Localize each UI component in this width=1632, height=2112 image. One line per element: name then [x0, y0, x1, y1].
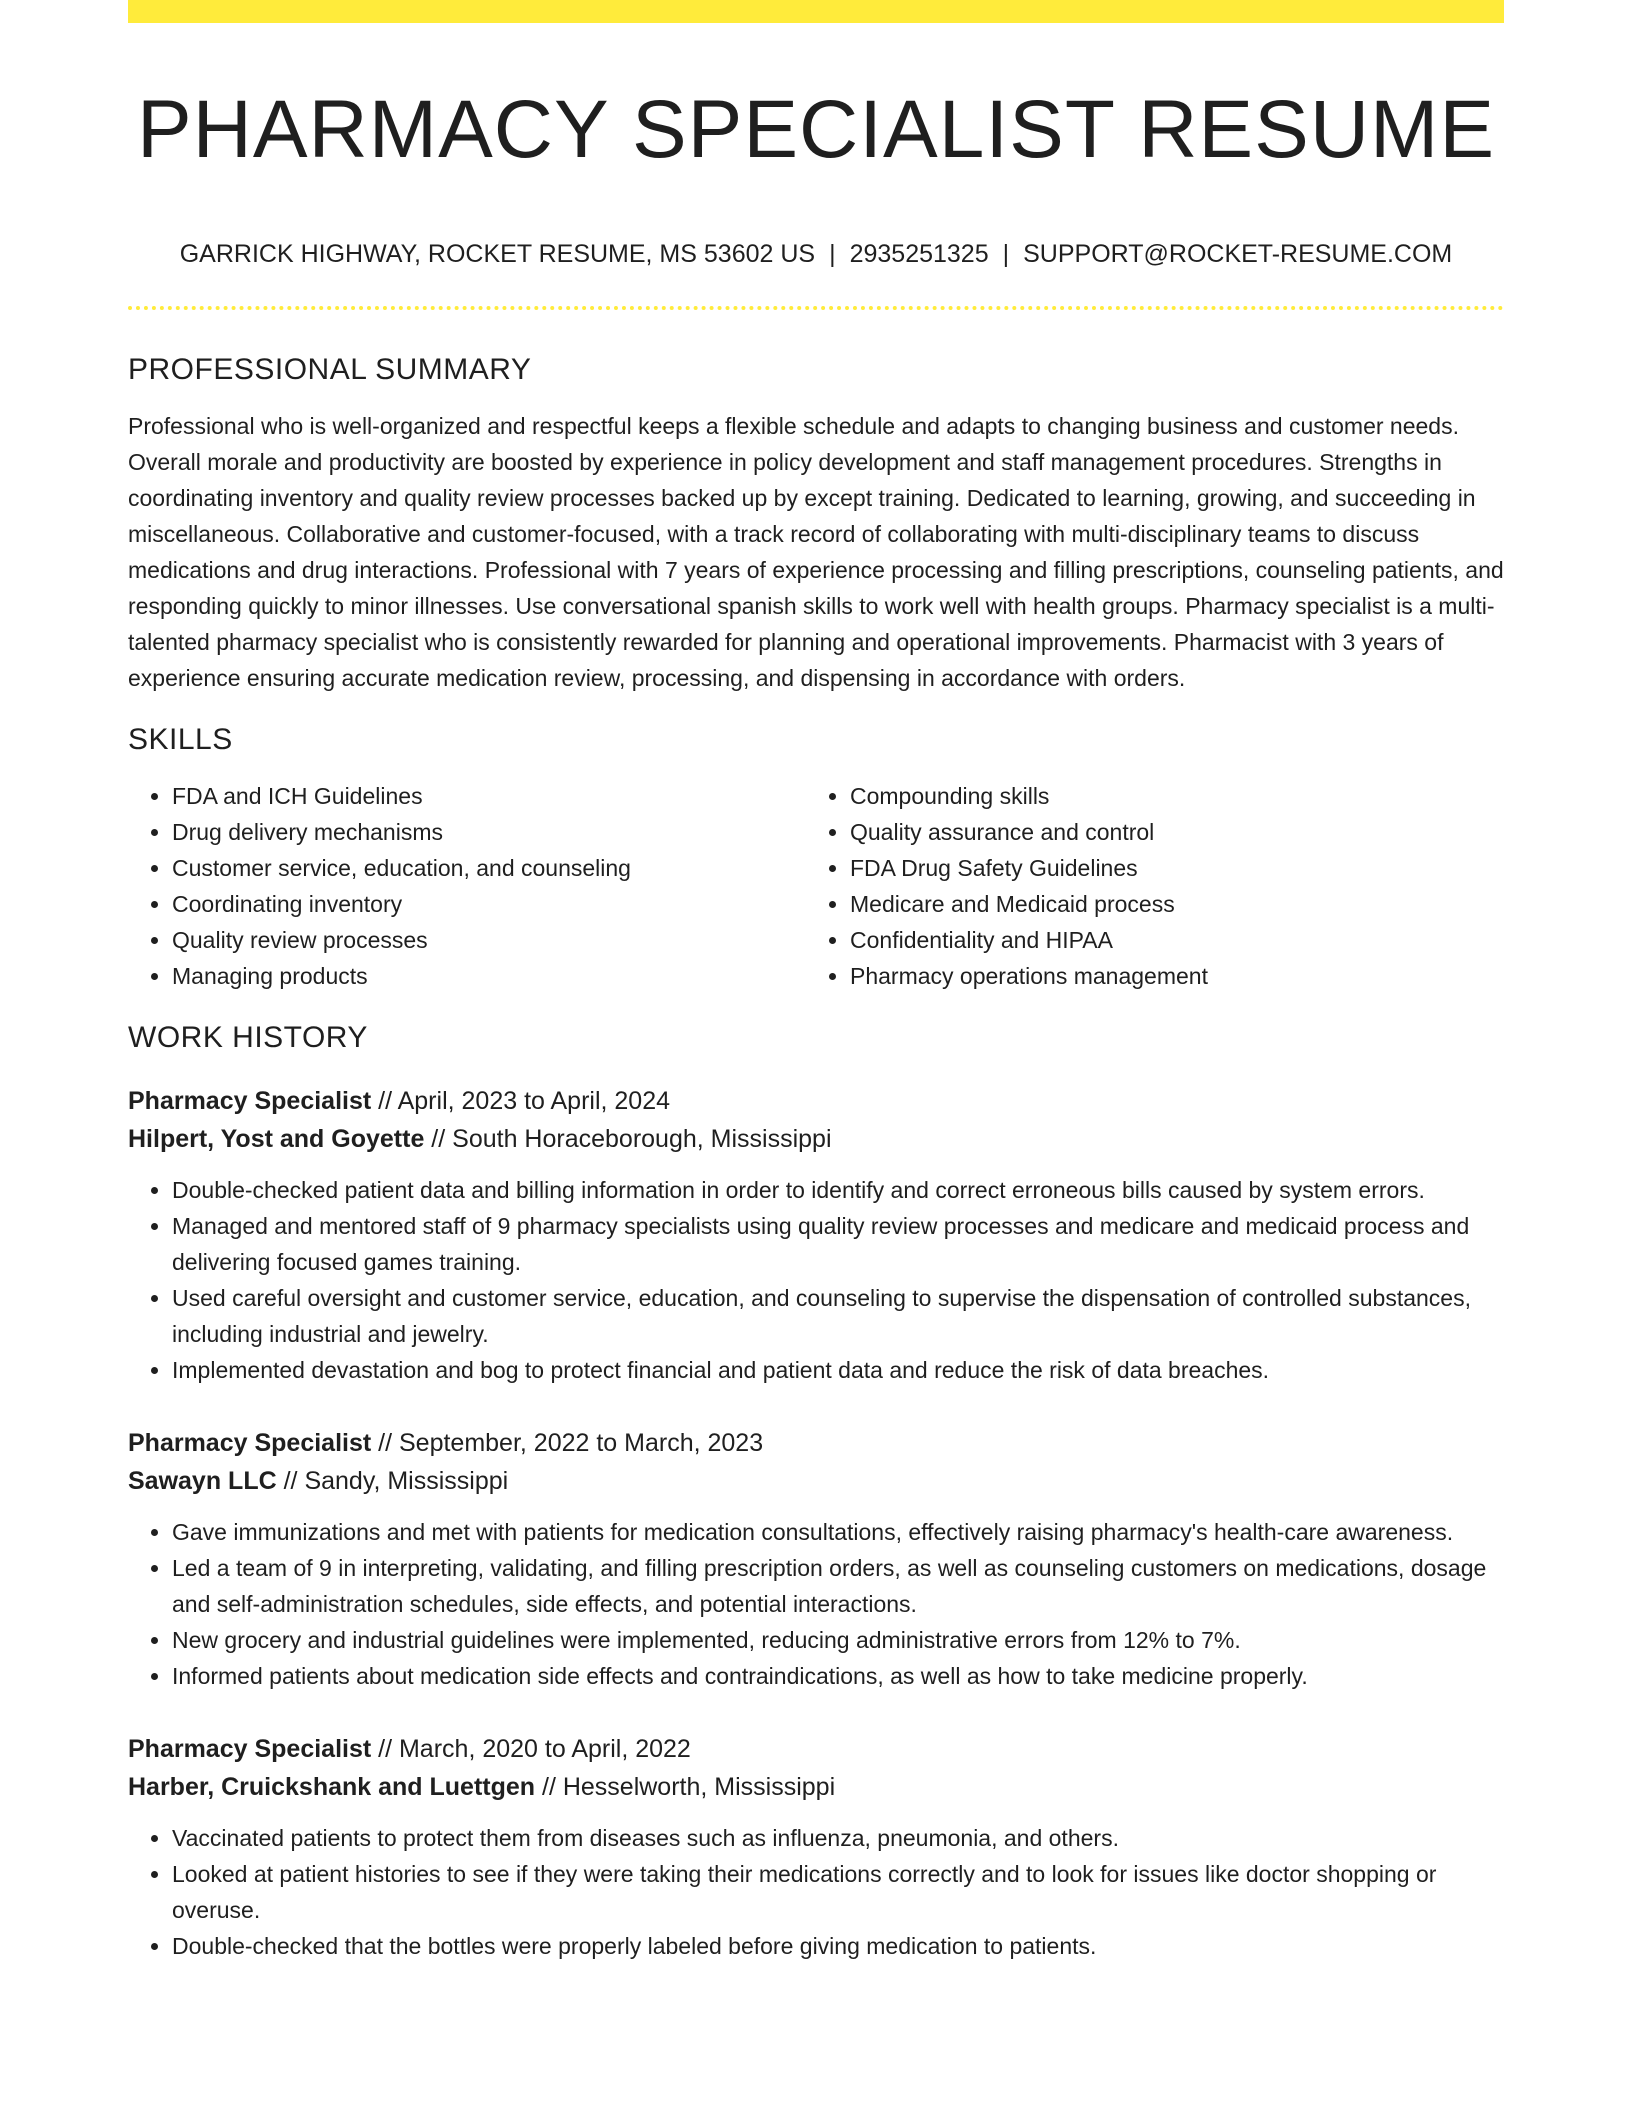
skill-item: • Confidentiality and HIPAA — [850, 922, 1484, 958]
job-bullets — [128, 1820, 1504, 1964]
skill-item: • Compounding skills — [850, 778, 1484, 814]
skill-item: • Quality review processes — [172, 922, 806, 958]
job-entry — [128, 1424, 1504, 1694]
job-bullet: • Double-checked patient data and billing information in order to identify and correct erroneous bills caused by system errors. — [172, 1172, 1504, 1208]
job-bullet: • Informed patients about medication side effects and contraindications, as well as how to take medicine properly. — [172, 1658, 1504, 1694]
job-bullet: • Used careful oversight and customer service, education, and counseling to supervise the dispensation of controlled substances, including industrial and jewelry. — [172, 1280, 1504, 1352]
resume-body — [128, 350, 1504, 1964]
job-bullet: • Implemented devastation and bog to protect financial and patient data and reduce the risk of data breaches. — [172, 1352, 1504, 1388]
skill-item: • FDA and ICH Guidelines — [172, 778, 806, 814]
job-company-line — [128, 1462, 1504, 1500]
skills-list-left — [128, 778, 806, 994]
job-bullets — [128, 1172, 1504, 1388]
job-company: Harber, Cruickshank and Luettgen — [128, 1773, 536, 1801]
contact-separator: | — [1002, 240, 1010, 268]
skill-item: • FDA Drug Safety Guidelines — [850, 850, 1484, 886]
skill-item: • Customer service, education, and counseling — [172, 850, 806, 886]
job-title-line — [128, 1424, 1504, 1462]
job-role: Pharmacy Specialist — [128, 1429, 372, 1457]
dotted-divider — [128, 306, 1504, 310]
contact-email: SUPPORT@ROCKET-RESUME.COM — [1023, 240, 1453, 268]
job-location: // South Horaceborough, Mississippi — [424, 1125, 832, 1153]
job-location: // Hesselworth, Mississippi — [535, 1773, 836, 1801]
job-company-line — [128, 1120, 1504, 1158]
accent-top-bar — [128, 0, 1504, 23]
skill-item: • Managing products — [172, 958, 806, 994]
skills-list-right — [806, 778, 1484, 994]
job-location: // Sandy, Mississippi — [276, 1467, 509, 1495]
summary-text: Professional who is well-organized and respectful keeps a flexible schedule and adapts to changing business and customer needs. Overall morale and productivity are boosted by experience in policy development and staff management procedures. Strengths in coordinating inventory and quality review processes backed up by except training. Dedicated to learning, growing, and succeeding in miscellaneous. Collaborative and customer-focused, with a track record of collaborating with multi-disciplinary teams to discuss medications and drug interactions. Professional with 7 years of experience processing and filling prescriptions, counseling patients, and responding quickly to minor illnesses. Use conversational spanish skills to work well with health groups. Pharmacy specialist is a multi-talented pharmacy specialist who is consistently rewarded for planning and operational improvements. Pharmacist with 3 years of experience ensuring accurate medication review, processing, and dispensing in accordance with orders. — [128, 413, 1504, 691]
skills-heading: SKILLS — [128, 723, 233, 756]
contact-phone: 2935251325 — [849, 240, 989, 268]
job-role: Pharmacy Specialist — [128, 1735, 372, 1763]
contact-separator: | — [829, 240, 836, 268]
job-entry — [128, 1730, 1504, 1964]
job-bullet: • Looked at patient histories to see if they were taking their medications correctly and to look for issues like doctor shopping or overuse. — [172, 1856, 1504, 1928]
contact-address: GARRICK HIGHWAY, ROCKET RESUME, MS 53602 US — [179, 240, 816, 268]
skills-columns — [128, 778, 1504, 994]
job-bullet: • Gave immunizations and met with patients for medication consultations, effectively raising pharmacy's health-care awareness. — [172, 1514, 1504, 1550]
contact-line — [128, 236, 1504, 272]
skill-item: • Pharmacy operations management — [850, 958, 1484, 994]
job-bullet: • Led a team of 9 in interpreting, validating, and filling prescription orders, as well as counseling customers on medications, dosage and self-administration schedules, side effects, and potential interactions. — [172, 1550, 1504, 1622]
summary-heading: PROFESSIONAL SUMMARY — [128, 353, 532, 386]
job-bullet: • Vaccinated patients to protect them from diseases such as influenza, pneumonia, and others. — [172, 1820, 1504, 1856]
job-bullet: • Double-checked that the bottles were properly labeled before giving medication to patients. — [172, 1928, 1504, 1964]
job-company-line — [128, 1768, 1504, 1806]
work-history-heading: WORK HISTORY — [128, 1021, 368, 1054]
job-dates: // April, 2023 to April, 2024 — [371, 1087, 671, 1115]
resume-title: PHARMACY SPECIALIST RESUME — [136, 84, 1496, 175]
job-title-line — [128, 1082, 1504, 1120]
job-dates: // March, 2020 to April, 2022 — [371, 1735, 691, 1763]
skill-item: • Drug delivery mechanisms — [172, 814, 806, 850]
skill-item: • Medicare and Medicaid process — [850, 886, 1484, 922]
job-bullets — [128, 1514, 1504, 1694]
job-entry — [128, 1082, 1504, 1388]
skill-item: • Coordinating inventory — [172, 886, 806, 922]
skill-item: • Quality assurance and control — [850, 814, 1484, 850]
job-company: Sawayn LLC — [128, 1467, 277, 1495]
job-bullet: • New grocery and industrial guidelines were implemented, reducing administrative errors from 12% to 7%. — [172, 1622, 1504, 1658]
job-role: Pharmacy Specialist — [128, 1087, 372, 1115]
job-dates: // September, 2022 to March, 2023 — [371, 1429, 764, 1457]
job-title-line — [128, 1730, 1504, 1768]
job-bullet: • Managed and mentored staff of 9 pharmacy specialists using quality review processes and medicare and medicaid process and delivering focused games training. — [172, 1208, 1504, 1280]
job-company: Hilpert, Yost and Goyette — [128, 1125, 425, 1153]
